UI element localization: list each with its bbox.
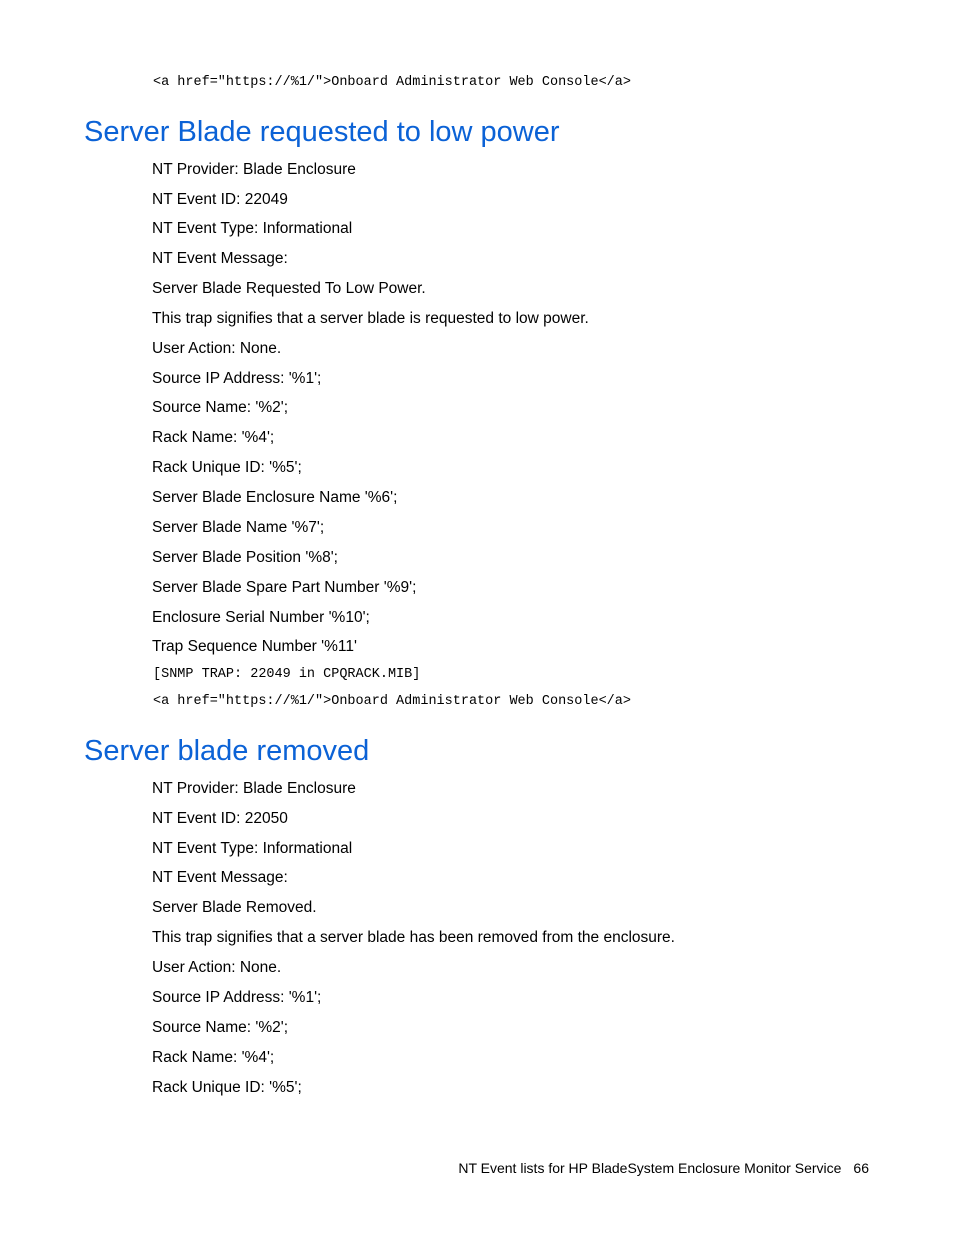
text-line: NT Provider: Blade Enclosure xyxy=(152,161,356,178)
text-line: Rack Unique ID: '%5'; xyxy=(152,1079,302,1096)
text-line: Trap Sequence Number '%11' xyxy=(152,638,357,655)
text-line: Server Blade Enclosure Name '%6'; xyxy=(152,489,398,506)
text-line: Server Blade Spare Part Number '%9'; xyxy=(152,579,417,596)
text-line: This trap signifies that a server blade is requested to low power. xyxy=(152,310,589,327)
text-line: NT Event Type: Informational xyxy=(152,840,353,857)
text-line: User Action: None. xyxy=(152,959,282,976)
text-line: Server Blade Position '%8'; xyxy=(152,549,338,566)
text-line: NT Event Message: xyxy=(152,869,288,886)
page-footer xyxy=(458,1158,869,1178)
text-line: Source Name: '%2'; xyxy=(152,399,289,416)
text-line: NT Event Message: xyxy=(152,250,288,267)
page-number: 66 xyxy=(853,1160,869,1176)
text-line: User Action: None. xyxy=(152,340,282,357)
text-line: Rack Unique ID: '%5'; xyxy=(152,459,302,476)
text-line: Rack Name: '%4'; xyxy=(152,1049,275,1066)
text-line: Source IP Address: '%1'; xyxy=(152,989,322,1006)
text-line: Server Blade Requested To Low Power. xyxy=(152,280,426,297)
text-line: Source IP Address: '%1'; xyxy=(152,370,322,387)
footer-title: NT Event lists for HP BladeSystem Enclosure Monitor Service xyxy=(458,1160,842,1176)
text-line: This trap signifies that a server blade has been removed from the enclosure. xyxy=(152,929,675,946)
section-heading-low-power: Server Blade requested to low power xyxy=(84,116,560,148)
text-line: NT Event ID: 22049 xyxy=(152,191,288,208)
text-line: NT Event Type: Informational xyxy=(152,220,353,237)
text-line: Rack Name: '%4'; xyxy=(152,429,275,446)
section-heading-blade-removed: Server blade removed xyxy=(84,735,370,767)
text-line: Enclosure Serial Number '%10'; xyxy=(152,609,370,626)
code-line-snmp-trap: [SNMP TRAP: 22049 in CPQRACK.MIB] xyxy=(153,667,421,682)
code-line-console-link: <a href="https://%1/">Onboard Administrator Web Console</a> xyxy=(153,694,631,709)
text-line: NT Event ID: 22050 xyxy=(152,810,288,827)
text-line: Server Blade Removed. xyxy=(152,899,317,916)
top-code-line: <a href="https://%1/">Onboard Administrator Web Console</a> xyxy=(153,75,631,90)
text-line: Server Blade Name '%7'; xyxy=(152,519,325,536)
text-line: NT Provider: Blade Enclosure xyxy=(152,780,356,797)
text-line: Source Name: '%2'; xyxy=(152,1019,289,1036)
